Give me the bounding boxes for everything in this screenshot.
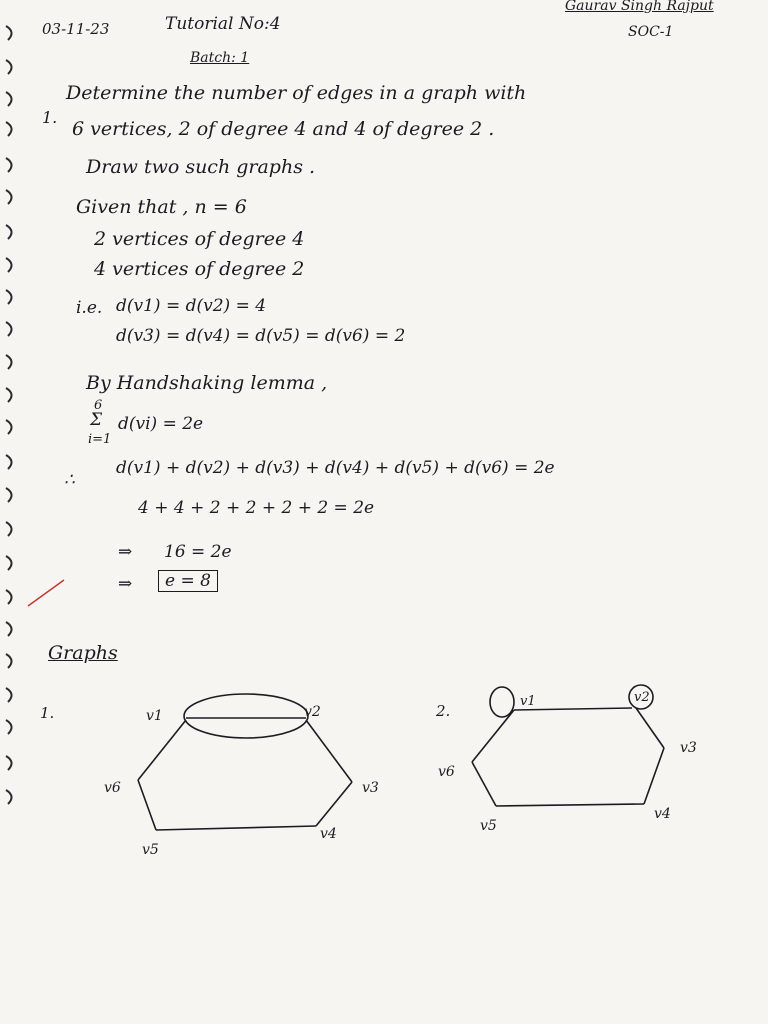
lemma-heading: By Handshaking lemma , (86, 372, 328, 394)
batch-text: Batch: 1 (190, 50, 250, 66)
sum-symbol: Σ (90, 410, 103, 430)
therefore-symbol: ∴ (64, 470, 75, 490)
step-16-eq-2e: 16 = 2e (164, 542, 232, 562)
graph-1-vertex-v4: v4 (320, 826, 337, 842)
graph-2-edge-v1-v6 (472, 710, 514, 762)
question-line-1: Determine the number of edges in a graph with (66, 82, 527, 104)
graph-2-edge-v4-v5 (496, 804, 644, 806)
implies-2: ⇒ (118, 574, 133, 594)
date-text: 03-11-23 (42, 20, 110, 38)
graph-1-vertex-v3: v3 (362, 780, 379, 796)
question-number: 1. (42, 108, 58, 127)
graph-2-vertex-v3: v3 (680, 740, 697, 756)
question-line-3: Draw two such graphs . (86, 156, 316, 178)
graph-2-vertex-v4: v4 (654, 806, 671, 822)
graph-2-number: 2. (436, 702, 451, 720)
graph-2-vertex-v2: v2 (634, 690, 650, 705)
given-degree-4: 2 vertices of degree 4 (94, 228, 305, 250)
graph-2-edge-v2-v3 (636, 708, 664, 748)
graph-1-vertex-v6: v6 (104, 780, 121, 796)
graph-2-edge-v5-v6 (472, 762, 496, 806)
values-sum: 4 + 4 + 2 + 2 + 2 + 2 = 2e (138, 498, 375, 518)
ie-prefix: i.e. (76, 298, 103, 318)
graph-1-number: 1. (40, 704, 55, 722)
sum-lower-limit: i=1 (88, 432, 112, 447)
graph-2-loop-v1 (490, 687, 514, 717)
graph-1-vertex-v5: v5 (142, 842, 159, 858)
graph-2-vertex-v6: v6 (438, 764, 455, 780)
class-text: SOC-1 (628, 24, 674, 40)
expanded-sum: d(v1) + d(v2) + d(v3) + d(v4) + d(v5) + d(v6) = 2e (116, 458, 555, 478)
given-degree-2: 4 vertices of degree 2 (94, 258, 305, 280)
implies-1: ⇒ (118, 542, 133, 562)
graph-1-vertex-v1: v1 (146, 708, 163, 724)
page-title: Tutorial No:4 (165, 14, 281, 34)
degree-eq-2: d(v3) = d(v4) = d(v5) = d(v6) = 2 (116, 326, 406, 346)
graph-1-vertex-v2: v2 (304, 704, 321, 720)
sum-expression: d(vi) = 2e (118, 414, 204, 434)
final-answer-box: e = 8 (158, 570, 218, 592)
sum-upper-limit: 6 (94, 398, 103, 413)
graphs-heading: Graphs (48, 642, 118, 664)
graph-2-vertex-v5: v5 (480, 818, 497, 834)
given-text: Given that , n = 6 (76, 196, 247, 218)
author-name: Gaurav Singh Rajput (565, 0, 714, 14)
question-line-2: 6 vertices, 2 of degree 4 and 4 of degree 2 . (72, 118, 495, 140)
degree-eq-1: d(v1) = d(v2) = 4 (116, 296, 267, 316)
graph-2-vertex-v1: v1 (520, 694, 536, 709)
graph-2-edge-v3-v4 (644, 748, 664, 804)
